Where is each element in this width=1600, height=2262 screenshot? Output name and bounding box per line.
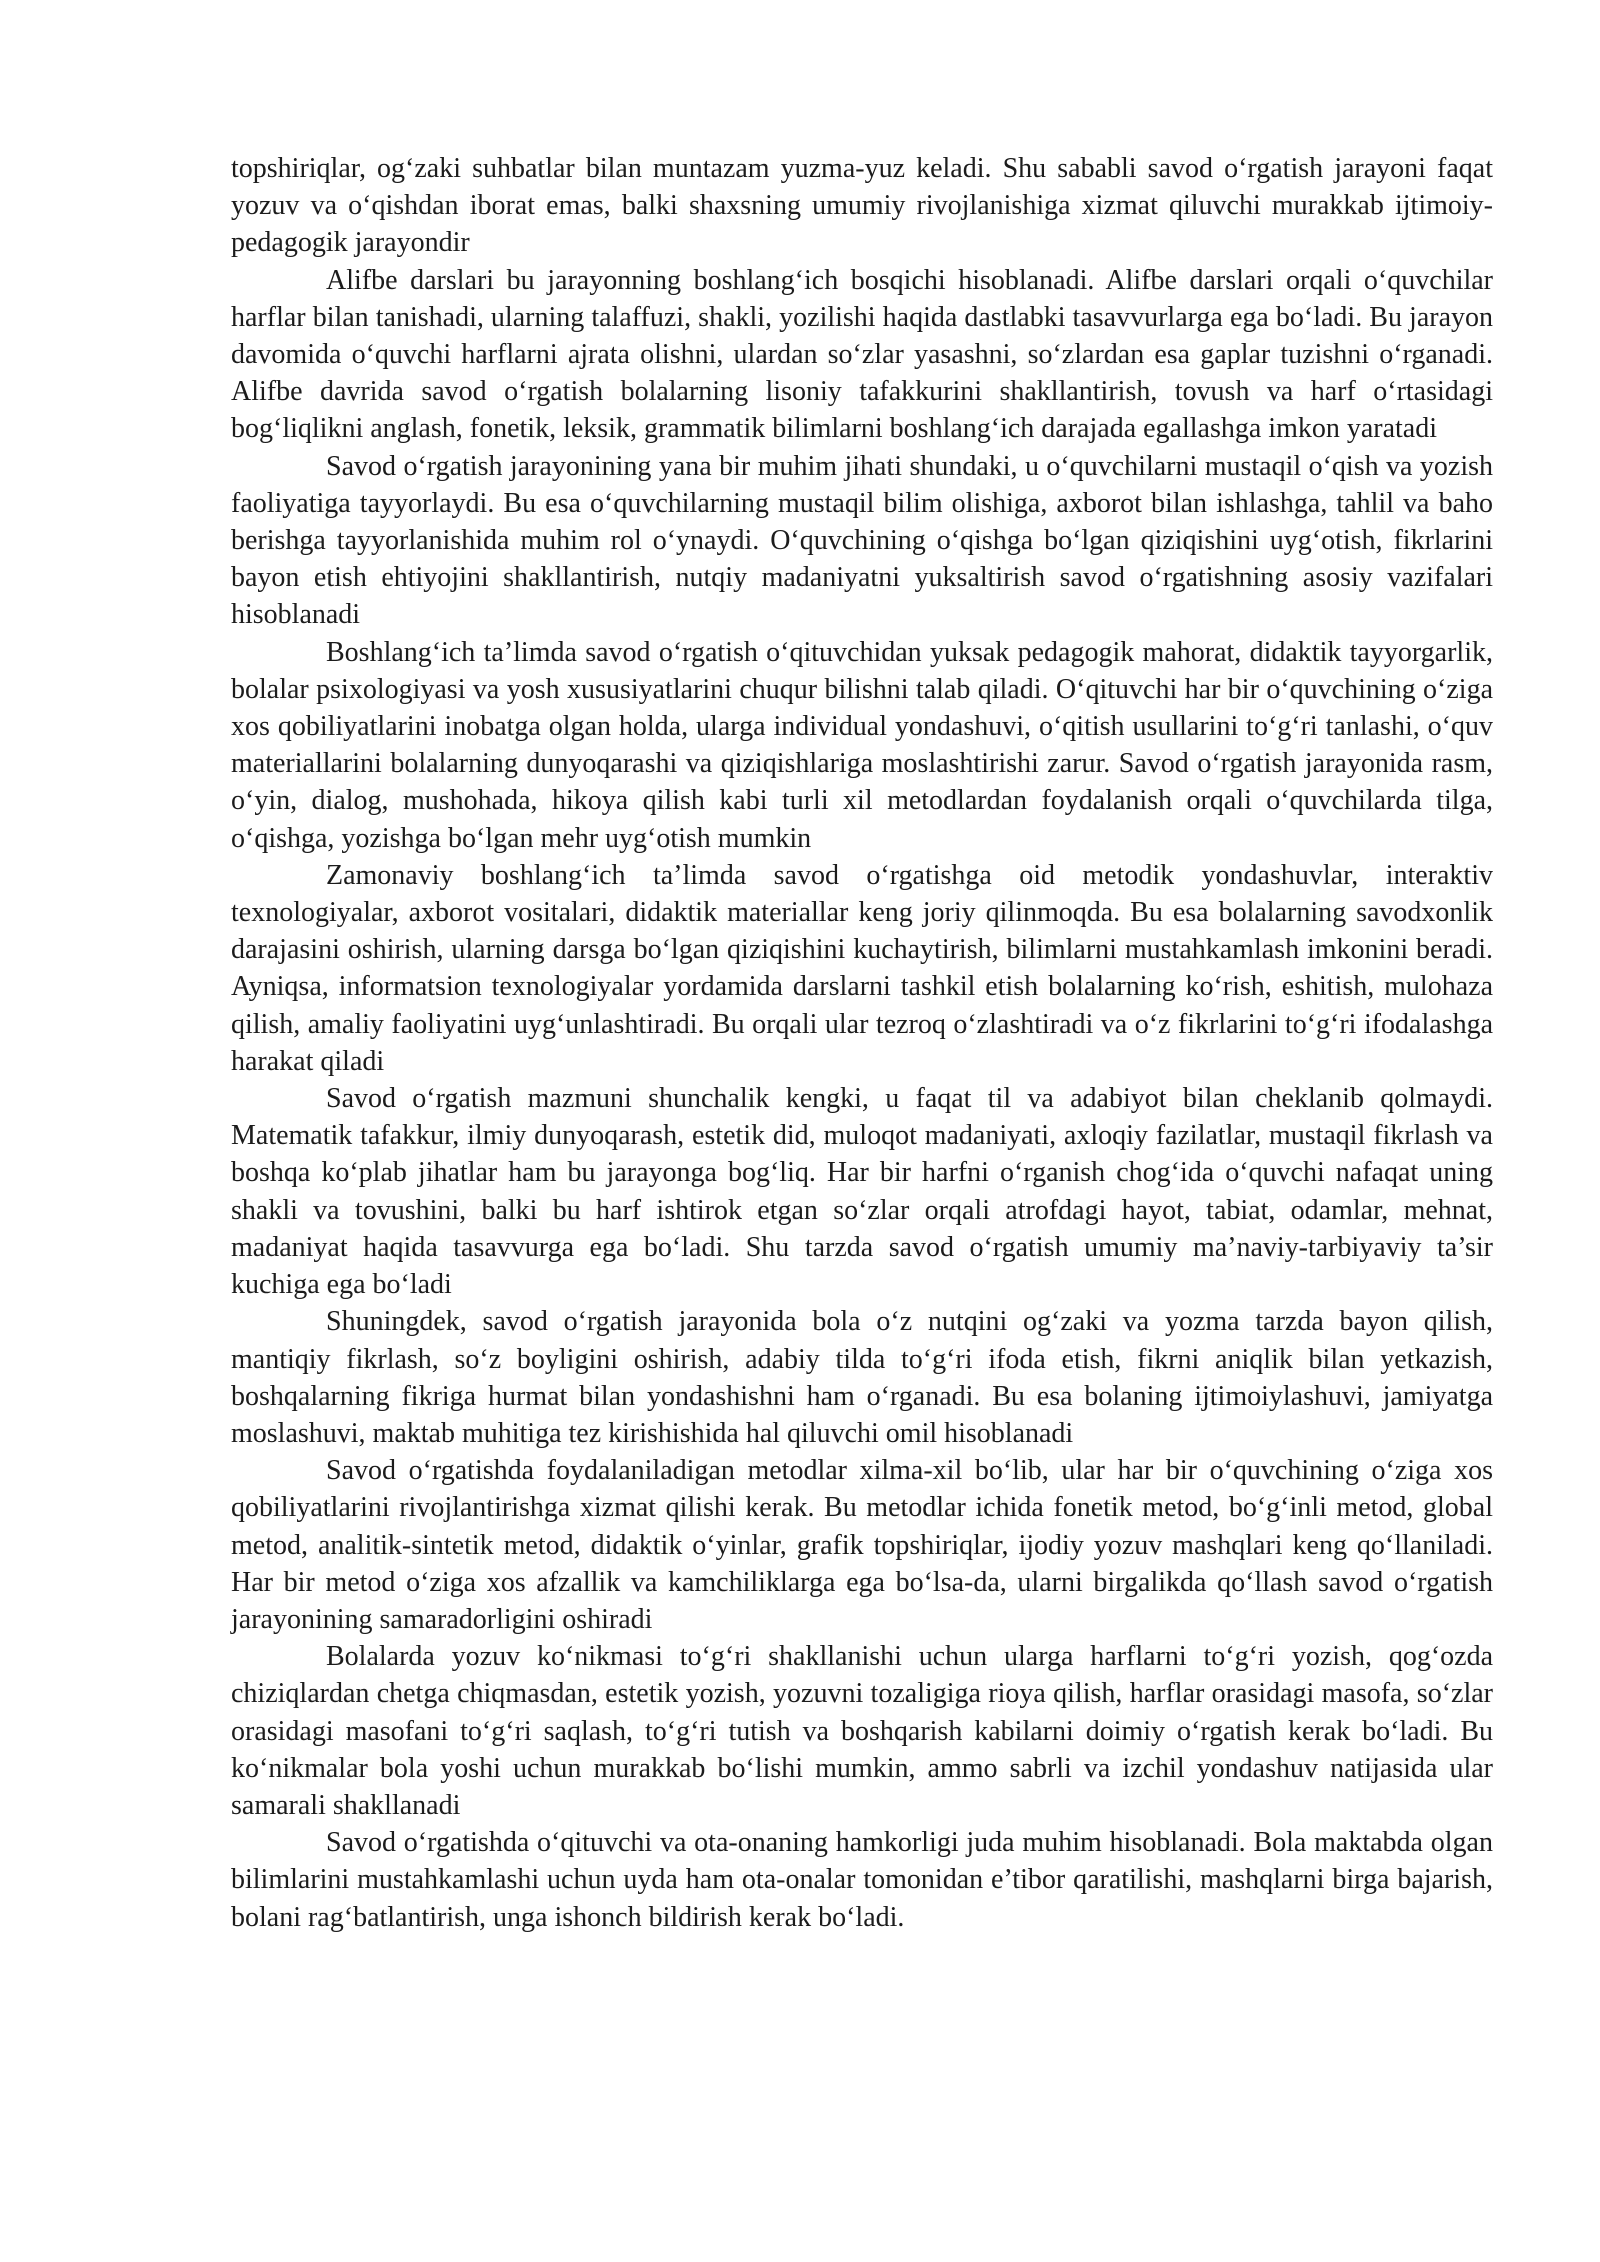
paragraph-4: Boshlang‘ich ta’limda savod o‘rgatish o‘qituvchidan yuksak pedagogik mahorat, didaktik tayyorgarlik, bolalar psixologiyasi va yosh xususiyatlarini chuqur bilishni talab qiladi. O‘qituvchi har bir o‘quvchining o‘ziga xos qobiliyatlarini inobatga olgan holda, ularga individual yondashuvi, o‘qitish usullarini to‘g‘ri tanlashi, o‘quv materiallarini bolalarning dunyoqarashi va qiziqishlariga moslashtirishi zarur. Savod o‘rgatish jarayonida rasm, o‘yin, dialog, mushohada, hikoya qilish kabi turli xil metodlardan foydalanish orqali o‘quvchilarda tilga, o‘qishga, yozishga bo‘lgan mehr uyg‘otish mumkin <box>231 636 1493 854</box>
paragraph-7: Shuningdek, savod o‘rgatish jarayonida bola o‘z nutqini og‘zaki va yozma tarzda bayon qilish, mantiqiy fikrlash, so‘z boyligini oshirish, adabiy tilda to‘g‘ri ifoda etish, fikrni aniqlik bilan yetkazish, boshqalarning fikriga hurmat bilan yondashishni ham o‘rganadi. Bu esa bolaning ijtimoiylashuvi, jamiyatga moslashuvi, maktab muhitiga tez kirishishida hal qiluvchi omil hisoblanadi <box>231 1306 1493 1449</box>
paragraph-1: topshiriqlar, og‘zaki suhbatlar bilan muntazam yuzma-yuz keladi. Shu sababli savod o‘rgatish jarayoni faqat yozuv va o‘qishdan iborat emas, balki shaxsning umumiy rivojlanishiga xizmat qiluvchi murakkab ijtimoiy-pedagogik jarayondir <box>231 153 1493 259</box>
paragraph-6: Savod o‘rgatish mazmuni shunchalik kengki, u faqat til va adabiyot bilan cheklanib qolmaydi. Matematik tafakkur, ilmiy dunyoqarash, estetik did, muloqot madaniyati, axloqiy fazilatlar, mustaqil fikrlash va boshqa ko‘plab jihatlar ham bu jarayonga bog‘liq. Har bir harfni o‘rganish chog‘ida o‘quvchi nafaqat uning shakli va tovushini, balki bu harf ishtirok etgan so‘zlar orqali atrofdagi hayot, tabiat, odamlar, mehnat, madaniyat haqida tasavvurga ega bo‘ladi. Shu tarzda savod o‘rgatish umumiy ma’naviy-tarbiyaviy ta’sir kuchiga ega bo‘ladi <box>231 1083 1493 1301</box>
paragraph-5: Zamonaviy boshlang‘ich ta’limda savod o‘rgatishga oid metodik yondashuvlar, interaktiv texnologiyalar, axborot vositalari, didaktik materiallar keng joriy qilinmoqda. Bu esa bolalarning savodxonlik darajasini oshirish, ularning darsga bo‘lgan qiziqishini kuchaytirish, bilimlarni mustahkamlash imkonini beradi. Ayniqsa, informatsion texnologiyalar yordamida darslarni tashkil etish bolalarning ko‘rish, eshitish, mulohaza qilish, amaliy faoliyatini uyg‘unlashtiradi. Bu orqali ular tezroq o‘zlashtiradi va o‘z fikrlarini to‘g‘ri ifodalashga harakat qiladi <box>231 859 1493 1077</box>
paragraph-8: Savod o‘rgatishda foydalaniladigan metodlar xilma-xil bo‘lib, ular har bir o‘quvchining o‘ziga xos qobiliyatlarini rivojlantirishga xizmat qilishi kerak. Bu metodlar ichida fonetik metod, bo‘g‘inli metod, global metod, analitik-sintetik metod, didaktik o‘yinlar, grafik topshiriqlar, ijodiy yozuv mashqlari keng qo‘llaniladi. Har bir metod o‘ziga xos afzallik va kamchiliklarga ega bo‘lsa-da, ularni birgalikda qo‘llash savod o‘rgatish jarayonining samaradorligini oshiradi <box>231 1455 1493 1635</box>
paragraph-10: Savod o‘rgatishda o‘qituvchi va ota-onaning hamkorligi juda muhim hisoblanadi. Bola maktabda olgan bilimlarini mustahkamlashi uchun uyda ham ota-onalar tomonidan e’tibor qaratilishi, mashqlarni birga bajarish, bolani rag‘batlantirish, unga ishonch bildirish kerak bo‘ladi. <box>231 1827 1493 1933</box>
document-page <box>231 150 1493 1936</box>
paragraph-2: Alifbe darslari bu jarayonning boshlang‘ich bosqichi hisoblanadi. Alifbe darslari orqali o‘quvchilar harflar bilan tanishadi, ularning talaffuzi, shakli, yozilishi haqida dastlabki tasavvurlarga ega bo‘ladi. Bu jarayon davomida o‘quvchi harflarni ajrata olishni, ulardan so‘zlar yasashni, so‘zlardan esa gaplar tuzishni o‘rganadi. Alifbe davrida savod o‘rgatish bolalarning lisoniy tafakkurini shakllantirish, tovush va harf o‘rtasidagi bog‘liqlikni anglash, fonetik, leksik, grammatik bilimlarni boshlang‘ich darajada egallashga imkon yaratadi <box>231 264 1493 445</box>
paragraph-3: Savod o‘rgatish jarayonining yana bir muhim jihati shundaki, u o‘quvchilarni mustaqil o‘qish va yozish faoliyatiga tayyorlaydi. Bu esa o‘quvchilarning mustaqil bilim olishiga, axborot bilan ishlashga, tahlil va baho berishga tayyorlanishida muhim rol o‘ynaydi. O‘quvchining o‘qishga bo‘lgan qiziqishini uyg‘otish, fikrlarini bayon etish ehtiyojini shakllantirish, nutqiy madaniyatni yuksaltirish savod o‘rgatishning asosiy vazifalari hisoblanadi <box>231 450 1493 631</box>
paragraph-9: Bolalarda yozuv ko‘nikmasi to‘g‘ri shakllanishi uchun ularga harflarni to‘g‘ri yozish, qog‘ozda chiziqlardan chetga chiqmasdan, estetik yozish, yozuvni tozaligiga rioya qilish, harflar orasidagi masofa, so‘zlar orasidagi masofani to‘g‘ri saqlash, to‘g‘ri tutish va boshqarish kabilarni doimiy o‘rgatish kerak bo‘ladi. Bu ko‘nikmalar bola yoshi uchun murakkab bo‘lishi mumkin, ammo sabrli va izchil yondashuv natijasida ular samarali shakllanadi <box>231 1641 1493 1821</box>
